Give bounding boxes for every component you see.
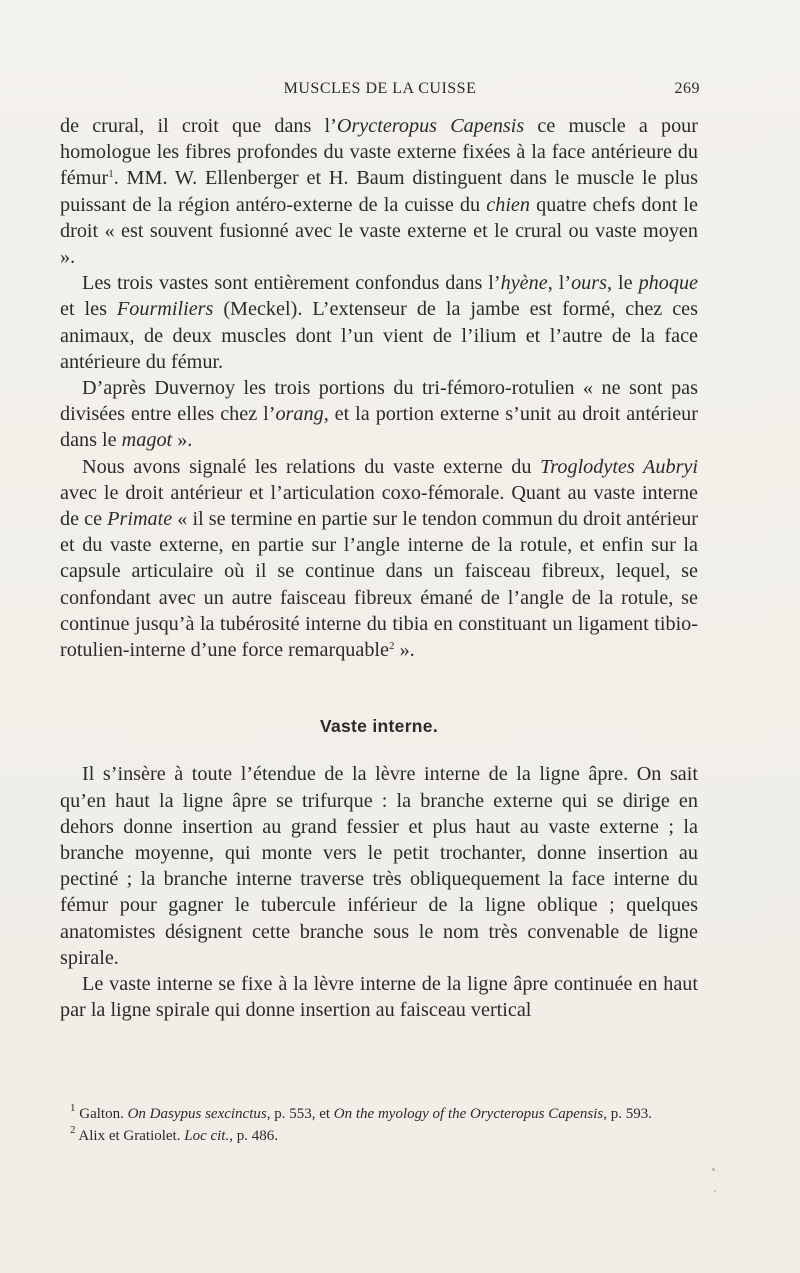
text-run: . MM. W. Ellenberger et H. Baum distinguent dans le muscle le plus puissant de la région antéro-externe de la cuisse du — [60, 167, 698, 216]
page-header — [60, 80, 700, 104]
italic-run: hyène — [500, 272, 548, 295]
italic-run: chien — [486, 193, 530, 216]
section-heading: Vaste interne. — [319, 716, 438, 737]
text-run: avec le droit antérieur et l’articulation coxo-fémorale. Quant au vaste interne de ce — [60, 481, 698, 531]
paragraph-6: Le vaste interne se fixe à la lèvre interne de la ligne âpre continuée en haut par la ligne spirale qui donne insertion au faisceau vertical — [60, 973, 698, 1022]
italic-run: ours — [571, 272, 607, 295]
footnote-mark: 1 — [70, 1102, 76, 1114]
text-run: , le — [606, 272, 639, 295]
text-run: quatre chefs dont le droit « est souvent fusionné avec le vaste externe et le crural ou vaste moyen ». — [60, 193, 698, 269]
paper-speck — [714, 1190, 716, 1192]
footnote-ref-1: 1 — [108, 168, 114, 181]
text-run: Les trois vastes sont entièrement confondus dans l’ — [82, 272, 501, 295]
italic-run: Fourmiliers — [116, 298, 214, 321]
text-run: , p. 553, et — [266, 1106, 334, 1122]
page-number: 269 — [674, 80, 700, 97]
footnote-ref-2: 2 — [389, 640, 395, 653]
text-run: de crural, il croit que dans l’ — [60, 115, 337, 137]
footnote-mark: 2 — [70, 1124, 76, 1136]
text-run: ». — [394, 639, 415, 662]
paragraph-3 — [60, 375, 698, 454]
text-run: D’après Duvernoy les trois portions du tri-fémoro-rotulien « ne sont pas divisées entre elles chez l’ — [60, 377, 698, 426]
italic-run: On the myology of the Orycteropus Capensis — [333, 1106, 604, 1122]
italic-run: Orycteropus Capensis — [336, 115, 525, 137]
paragraph-5: Il s’insère à toute l’étendue de la lèvre interne de la ligne âpre. On sait qu’en haut la ligne âpre se trifurque : la branche externe qui se dirige en dehors donne insertion au grand fessier et plus haut au vaste externe ; la branche moyenne, qui monte vers le petit trochanter, donne insertion au pectiné ; la branche interne traverse très obliquequement la face interne du fémur pour gagner le tubercule inférieur de la ligne oblique ; quelques anatomistes désignent cette branche sous le nom très convenable de ligne spirale. — [60, 763, 698, 969]
text-run: ». — [172, 429, 193, 452]
text-run: , l’ — [547, 272, 572, 295]
text-run: , p. 486. — [229, 1128, 278, 1144]
text-run: , et la portion externe s’unit au droit antérieur dans le — [60, 403, 699, 452]
text-run: , p. 593. — [603, 1106, 652, 1122]
text-run: Galton. — [75, 1106, 128, 1122]
italic-run: Primate — [107, 508, 173, 531]
text-run: Nous avons signalé les relations du vaste externe du — [82, 455, 541, 478]
text-run: « il se termine en partie sur le tendon commun du droit antérieur et du vaste externe, en partie sur l’angle interne de la rotule, et enfin sur la capsule articulaire où il se continue dans un faisceau fibreux, lequel, se confondant avec un autre faisceau fibreux émané de l’angle de la rotule, se continue jusqu’à la tubérosité interne du tibia en constituant un ligament tibio-rotulien-interne d’une force remarquable — [60, 508, 698, 662]
italic-run: orang — [275, 403, 324, 426]
paragraph-2 — [60, 270, 698, 375]
text-run: (Meckel). L’extenseur de la jambe est formé, chez ces animaux, de deux muscles dont l’un vient de l’ilium et l’autre de la face antérieure du fémur. — [60, 298, 698, 373]
footnote-2 — [60, 1126, 700, 1146]
running-title: MUSCLES DE LA CUISSE — [283, 80, 477, 97]
italic-run: Loc cit. — [184, 1128, 230, 1144]
italic-run: phoque — [638, 272, 699, 295]
paragraph-1 — [60, 113, 698, 270]
text-run: Alix et Gratiolet. — [75, 1128, 185, 1144]
footnotes — [60, 1104, 700, 1148]
italic-run: magot — [121, 429, 173, 452]
italic-run: Troglodytes Aubryi — [540, 455, 698, 478]
text-run: ce muscle a pour homologue les fibres profondes du vaste externe fixées à la face antérieure du fémur — [60, 115, 698, 190]
paper-speck — [712, 1168, 715, 1171]
footnote-1 — [60, 1104, 700, 1124]
main-text — [60, 113, 698, 1024]
paragraph-4 — [60, 454, 698, 664]
text-run: et les — [60, 298, 117, 321]
italic-run: On Dasypus sexcinctus — [127, 1106, 267, 1122]
